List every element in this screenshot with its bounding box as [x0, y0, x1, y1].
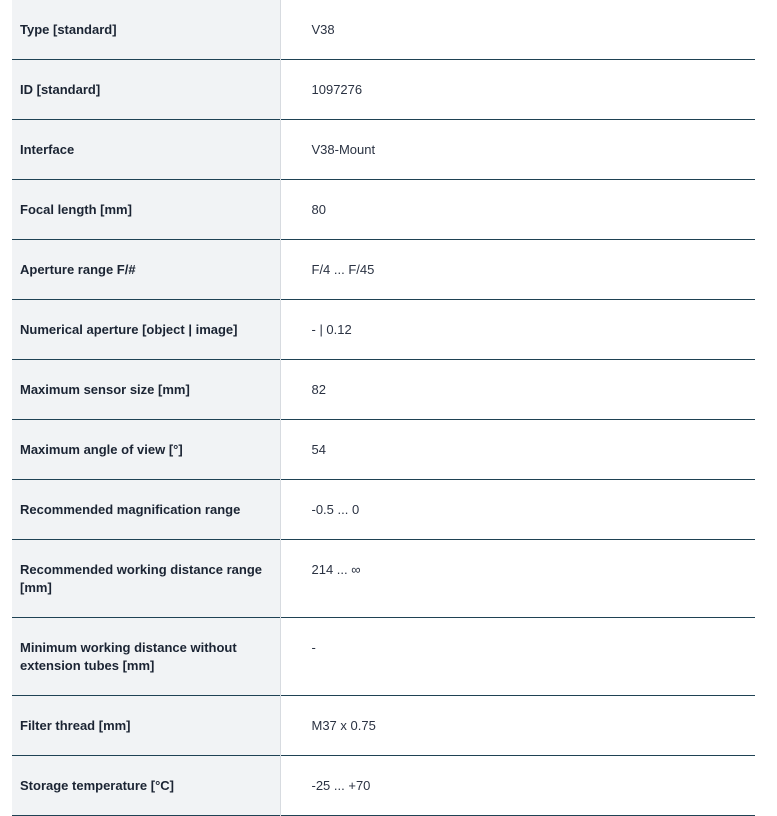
spec-label: Focal length [mm] — [12, 180, 280, 240]
spec-value: - — [280, 618, 755, 696]
spec-row-aperture-range — [12, 240, 755, 300]
spec-value: F/4 ... F/45 — [280, 240, 755, 300]
spec-value: V38-Mount — [280, 120, 755, 180]
spec-value: 80 — [280, 180, 755, 240]
spec-label: Type [standard] — [12, 0, 280, 60]
spec-label: Interface — [12, 120, 280, 180]
spec-label: Numerical aperture [object | image] — [12, 300, 280, 360]
spec-label: Recommended working distance range [mm] — [12, 540, 280, 618]
spec-label: Filter thread [mm] — [12, 696, 280, 756]
spec-value: -25 ... +70 — [280, 756, 755, 816]
spec-row-id — [12, 60, 755, 120]
spec-value: 54 — [280, 420, 755, 480]
spec-row-minimum-working-distance — [12, 618, 755, 696]
spec-row-filter-thread — [12, 696, 755, 756]
spec-label: Aperture range F/# — [12, 240, 280, 300]
spec-row-interface — [12, 120, 755, 180]
spec-value: 82 — [280, 360, 755, 420]
spec-row-magnification-range — [12, 480, 755, 540]
spec-row-focal-length — [12, 180, 755, 240]
spec-row-maximum-angle-of-view — [12, 420, 755, 480]
spec-value: - | 0.12 — [280, 300, 755, 360]
spec-label: Minimum working distance without extension tubes [mm] — [12, 618, 280, 696]
spec-label: Maximum angle of view [°] — [12, 420, 280, 480]
spec-row-maximum-sensor-size — [12, 360, 755, 420]
spec-value: -0.5 ... 0 — [280, 480, 755, 540]
spec-value: 214 ... ∞ — [280, 540, 755, 618]
spec-label: Maximum sensor size [mm] — [12, 360, 280, 420]
spec-value: V38 — [280, 0, 755, 60]
spec-row-type — [12, 0, 755, 60]
spec-value: 1097276 — [280, 60, 755, 120]
spec-row-working-distance-range — [12, 540, 755, 618]
spec-label: Storage temperature [°C] — [12, 756, 280, 816]
spec-label: ID [standard] — [12, 60, 280, 120]
spec-value: M37 x 0.75 — [280, 696, 755, 756]
spec-row-numerical-aperture — [12, 300, 755, 360]
spec-label: Recommended magnification range — [12, 480, 280, 540]
technical-specifications-table — [12, 0, 755, 816]
